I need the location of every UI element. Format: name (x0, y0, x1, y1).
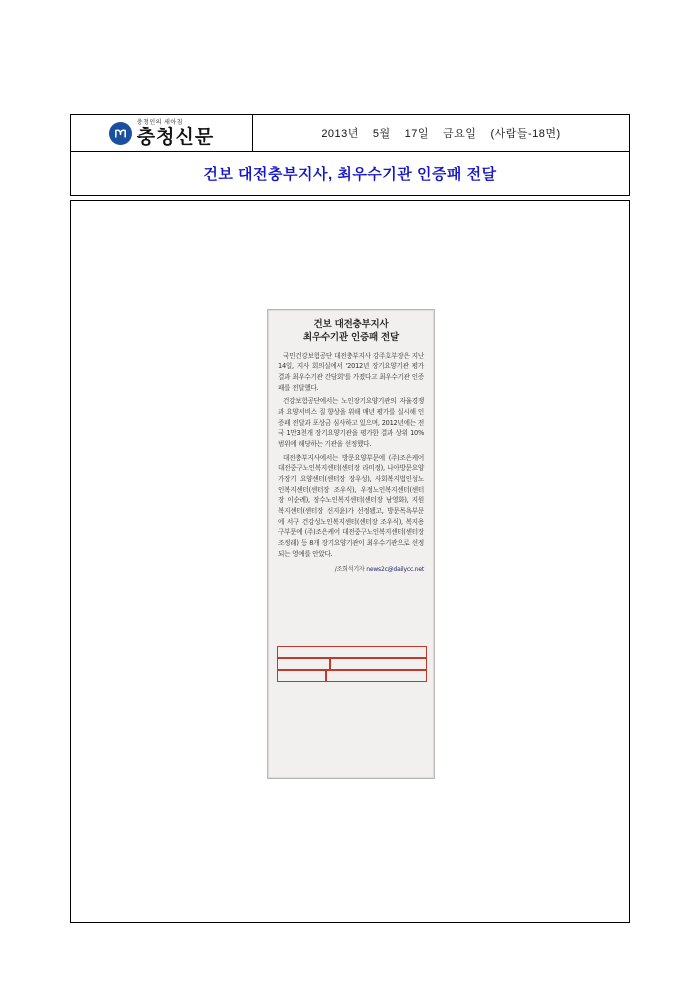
masthead-superscript: 충청인의 새아침 (136, 119, 184, 126)
title-band (70, 152, 630, 196)
clipping-headline (278, 319, 424, 345)
masthead (71, 115, 253, 151)
clipping-paragraph: 건강보험공단에서는 노인장기요양기관의 자율경쟁과 요양서비스 질 향상을 위해 매년 평가를 실시해 인증패 전달과 포상금 심사하고 있으며, 2012년에는 전국 1만3천개 장기요양기관을 평가한 결과 상위 10% 범위에 해당하는 기관을 선정했다. (278, 397, 424, 448)
clipping-headline-line1: 건보 대전충부지사 (313, 319, 389, 330)
clipping-email: news2c@dailycc.net (366, 566, 424, 574)
highlight-box (277, 670, 326, 682)
highlight-box (330, 658, 427, 670)
circle-m-logo-icon (109, 122, 132, 145)
dateline (253, 115, 629, 151)
dateline-page: (사람들-18면) (490, 128, 561, 140)
masthead-text (137, 120, 214, 147)
newspaper-header (70, 114, 630, 152)
dateline-month: 5월 (372, 128, 391, 140)
highlight-box (326, 670, 427, 682)
dateline-year: 2013년 (321, 128, 359, 140)
clipping-paragraph: 대전충부지사에서는 방문요양부문에 (주)조은케어 대전중구노인복지센터(센터장 라미정), 나아방문요양가장기 요양센터(센터장 장우성), 사회복지법인성노인복지센터(센터장 조우식), 우정노인복지센터(센터장 이순례), 장수노인복지센터(센터장 남영화), 지원복지센터(센터장 신지윤)가 선정됐고, 방문목욕부문에 서구 건강성노인복지센터(센터장 조우식), 복지용구부문에 (주)조은케어 대전중구노인복지센터(센터장 조정래) 등 8개 장기요양기관이 최우수기관으로 선정되는 영예를 안았다. (278, 453, 424, 558)
highlight-box (277, 646, 427, 658)
dateline-weekday: 금요일 (443, 128, 477, 140)
dateline-day: 17일 (404, 128, 430, 140)
highlight-box (277, 658, 330, 670)
newspaper-clipping-image (267, 309, 435, 779)
clipping-headline-line2: 최우수기관 인증패 전달 (303, 331, 399, 343)
document-body-frame (70, 200, 630, 923)
clipping-byline (278, 564, 424, 573)
clipping-reporter: /조희석기자 (334, 566, 365, 574)
page-title: 건보 대전충부지사, 최우수기관 인증패 전달 (203, 166, 497, 183)
clipping-paragraph: 국민건강보험공단 대전충부지사 강주호부장은 지난 14일, 지사 회의실에서 '2012년 장기요양기관 평가결과 최우수기관 간담회'를 가졌다고 최우수기관 인증패를 전달했다. (278, 351, 424, 392)
masthead-title: 충청신문 (136, 126, 215, 148)
